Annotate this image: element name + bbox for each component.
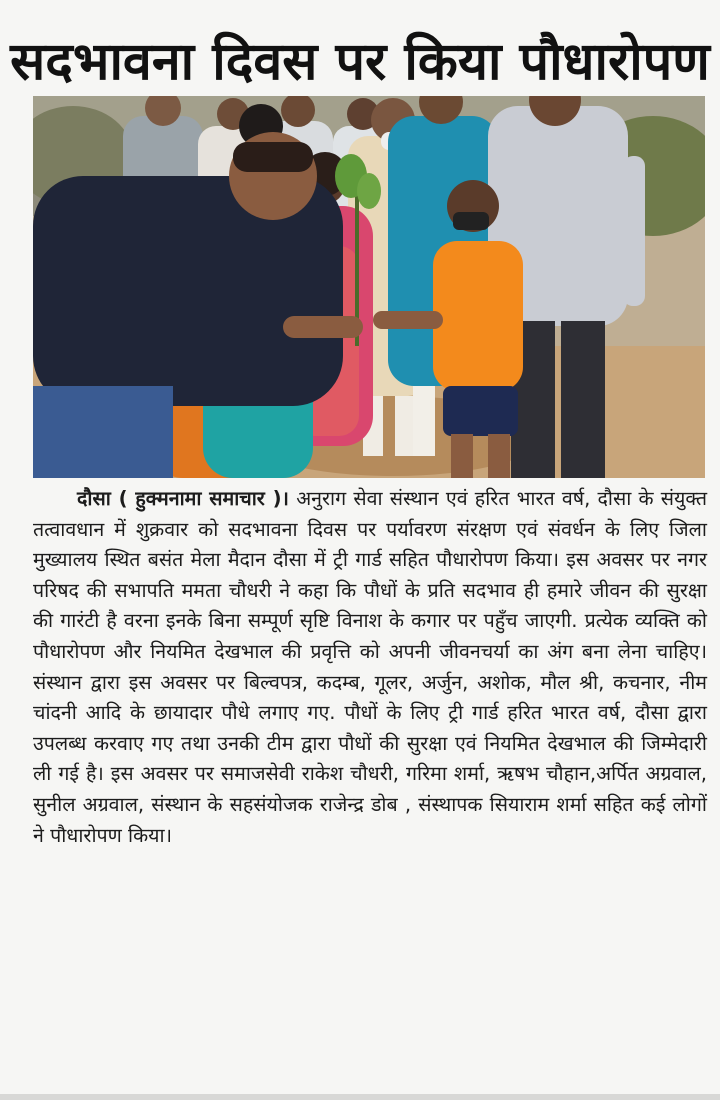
news-photo bbox=[33, 96, 705, 478]
article-dateline: दौसा ( हुक्मनामा समाचार )। bbox=[77, 487, 289, 510]
bottom-edge bbox=[0, 1094, 720, 1100]
article-body bbox=[33, 484, 707, 851]
headline: सदभावना दिवस पर किया पौधारोपण bbox=[10, 32, 710, 92]
article-text: अनुराग सेवा संस्थान एवं हरित भारत वर्ष, दौसा के संयुक्त तत्वावधान में शुक्रवार को सदभावना दिवस पर पर्यावरण संरक्षण एवं संवर्धन के लिए जिला मुख्यालय स्थित बसंत मेला मैदान दौसा में ट्री गार्ड सहित पौधारोपण किया। इस अवसर पर नगर परिषद की सभापति ममता चौधरी ने कहा कि पौधों के प्रति सदभाव ही हमारे जीवन की सुरक्षा की गारंटी है वरना इनके बिना सम्पूर्ण सृष्टि विनाश के कगार पर पहुँच जाएगी. प्रत्येक व्यक्ति को पौधारोपण और नियमित देखभाल की प्रवृत्ति को अपनी जीवनचर्या का अंग बना लेना चाहिए। संस्थान द्वारा इस अवसर पर बिल्वपत्र, कदम्ब, गूलर, अर्जुन, अशोक, मौल श्री, कचनार, नीम चांदनी आदि के छायादार पौधे लगाए गए. पौधों के लिए ट्री गार्ड हरित भारत वर्ष, दौसा द्वारा उपलब्ध करवाए गए तथा उनकी टीम द्वारा पौधों की सुरक्षा एवं नियमित देखभाल की जिम्मेदारी ली गई है। इस अवसर पर समाजसेवी राकेश चौधरी, गरिमा शर्मा, ऋषभ चौहान,अर्पित अग्रवाल, सुनील अग्रवाल, संस्थान के सहसंयोजक राजेन्द्र डोब , संस्थापक सियाराम शर्मा सहित कई लोगों ने पौधारोपण किया। bbox=[33, 487, 708, 847]
